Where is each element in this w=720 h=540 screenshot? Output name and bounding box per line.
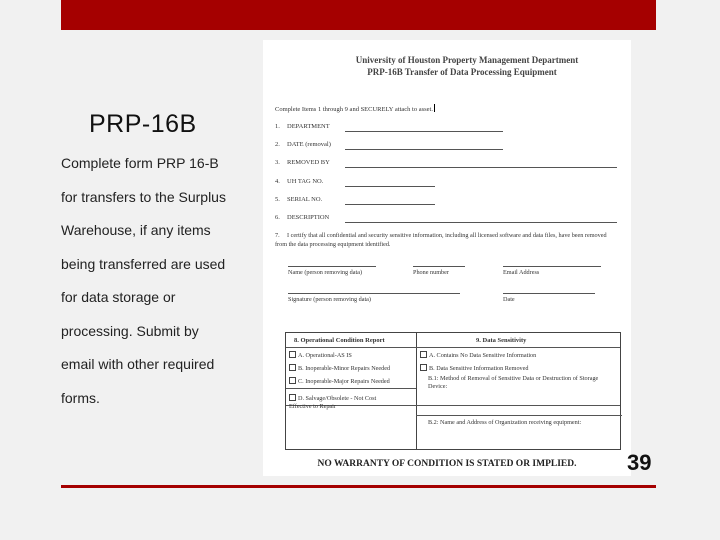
certification-text: I certify that all confidential and security sensitive information, including all licensed software and data files, have been removed from the data processing equipment identified. [275,232,607,248]
form-header-subtitle: PRP-16B Transfer of Data Processing Equipment [367,67,557,77]
name-label: Name (person removing data) [288,269,363,276]
slide-body-text [61,152,261,420]
body-line: being transferred are used [61,255,226,272]
field-number: 2. [275,141,280,148]
field-description [275,214,329,221]
operational-option-b [289,364,390,373]
field-uh-tag [275,178,323,185]
checkbox[interactable] [289,364,296,371]
field-label: DATE (removal) [287,141,331,148]
date-label: Date [503,296,515,303]
email-label: Email Address [503,269,540,276]
field-number: 5. [275,196,280,203]
field-removed-by [275,159,330,166]
form-header-title: University of Houston Property Management Department [355,55,579,65]
checkbox[interactable] [289,351,296,358]
field-label: REMOVED BY [287,159,330,166]
field-serial [275,196,322,203]
option-label: B. Inoperable-Minor Repairs Needed [298,365,391,372]
email-line [503,266,601,267]
operational-option-d [289,394,399,410]
body-line: email with other required [61,356,215,372]
slide-number: 39 [627,450,652,475]
date-line [345,149,503,150]
field-number: 1. [275,123,280,130]
condition-sensitivity-table [285,332,621,450]
department-line [345,131,503,132]
signature-label: Signature (person removing data) [288,296,371,303]
instructions-text: Complete Items 1 through 9 and SECURELY attach to asset. [275,106,433,113]
option-label: A. Contains No Data Sensitive Information [429,352,537,359]
phone-label: Phone number [413,269,449,276]
checkbox[interactable] [420,351,427,358]
signature-line [288,293,460,294]
sensitivity-heading: 9. Data Sensitivity [476,337,527,344]
field-label: DEPARTMENT [287,123,330,130]
checkbox[interactable] [289,394,296,401]
date-sign-line [503,293,595,294]
body-line: for transfers to the Surplus [61,188,226,205]
form-footer: NO WARRANTY OF CONDITION IS STATED OR IMPLIED. [317,459,577,469]
body-line: Complete form PRP 16-B [61,155,219,171]
certification-statement [275,232,620,249]
removed-by-line [345,167,617,168]
field-date [275,141,331,148]
operational-option-c [289,377,390,386]
option-label: B. Data Sensitive Information Removed [429,365,529,372]
body-line: forms. [61,389,100,406]
field-number: 4. [275,178,280,185]
body-line: processing. Submit by [61,322,199,339]
table-row-divider [286,388,416,389]
phone-line [413,266,465,267]
checkbox[interactable] [420,364,427,371]
description-line [345,222,617,223]
body-line: Warehouse, if any items [61,222,211,238]
checkbox[interactable] [289,377,296,384]
body-line: for data storage or [61,289,176,305]
option-label: C. Inoperable-Major Repairs Needed [298,378,390,385]
uh-tag-line [345,186,435,187]
field-number: 7. [275,232,280,239]
table-header-divider [286,347,620,348]
field-number: 3. [275,159,280,166]
name-line [288,266,376,267]
serial-line [345,204,435,205]
field-label: UH TAG NO. [287,178,324,185]
operational-heading: 8. Operational Condition Report [294,337,385,344]
sensitivity-b1: B.1: Method of Removal of Sensitive Data or Destruction of Storage Device: [428,375,599,390]
operational-option-a [289,351,352,360]
sensitivity-option-b [420,364,529,373]
sensitivity-b2: B.2: Name and Address of Organization receiving equipment: [428,419,582,426]
field-number: 6. [275,214,280,221]
field-label: DESCRIPTION [287,214,330,221]
text-cursor [434,104,435,112]
sensitivity-option-a [420,351,536,360]
field-label: SERIAL NO. [287,196,323,203]
table-column-divider [416,333,417,449]
bottom-accent-rule [61,485,656,488]
form-image [263,40,631,476]
table-row-divider [416,415,622,416]
form-header [263,54,631,78]
form-instructions [275,104,435,113]
slide-title: PRP-16B [89,110,197,138]
option-label: A. Operational-AS IS [298,352,352,359]
field-department [275,123,330,130]
top-accent-bar [61,0,656,30]
option-label: D. Salvage/Obsolete - Not Cost Effective to Repair [289,395,377,410]
